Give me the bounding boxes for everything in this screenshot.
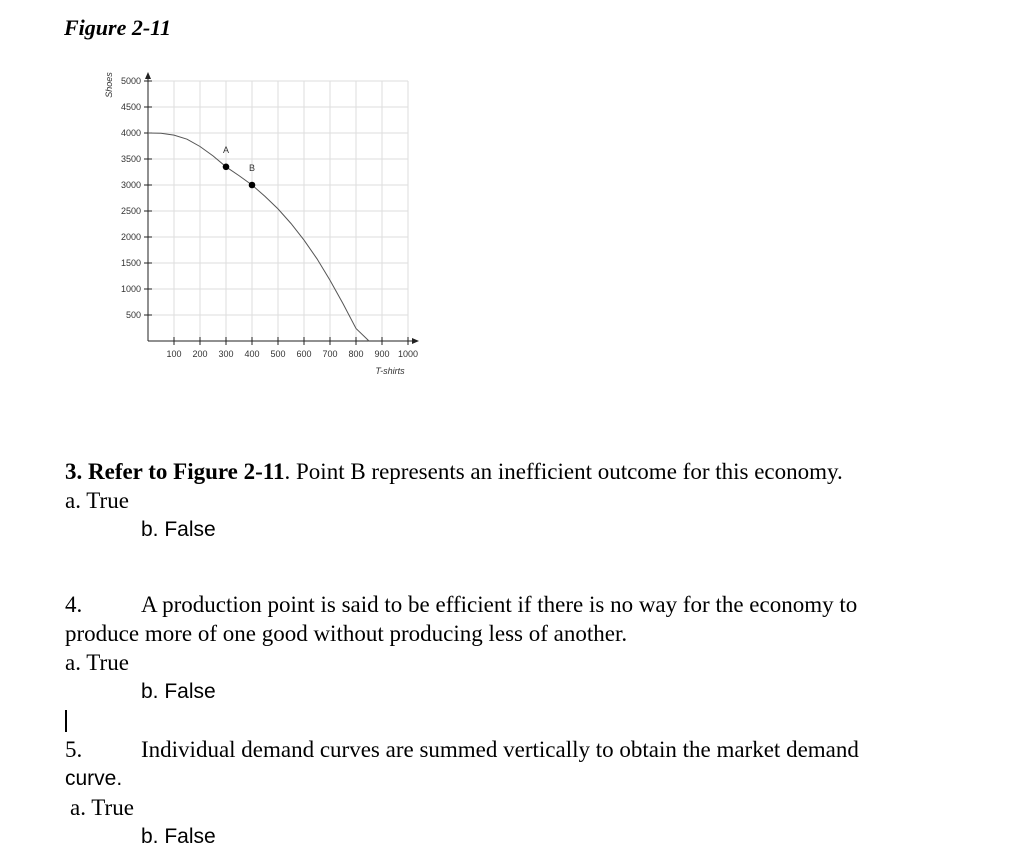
- y-axis-arrow-icon: [145, 72, 151, 79]
- question-3-number: 3.: [65, 459, 83, 484]
- question-5-line2: curve.: [65, 767, 123, 790]
- y-tick-label-0: 500: [125, 310, 141, 320]
- x-tick-label-2: 300: [218, 349, 234, 359]
- x-tick-label-4: 500: [270, 349, 286, 359]
- x-tick-label-7: 800: [348, 349, 364, 359]
- y-tick-label-7: 4000: [120, 128, 141, 138]
- x-axis-arrow-icon: [412, 338, 419, 344]
- question-3-body: . Point B represents an inefficient outcome for this economy.: [284, 459, 843, 484]
- x-tick-label-6: 700: [322, 349, 338, 359]
- question-5-option-b[interactable]: b. False: [141, 825, 216, 848]
- y-tick-label-6: 3500: [120, 154, 141, 164]
- question-4-option-a[interactable]: a. True: [65, 650, 129, 675]
- figure-title: Figure 2-11: [64, 15, 171, 40]
- question-4-line2: produce more of one good without producing less of another.: [65, 621, 628, 646]
- question-4-number: 4.: [65, 592, 83, 617]
- point-label-a: A: [222, 144, 230, 155]
- question-3-text: [65, 458, 843, 486]
- y-tick-label-3: 2000: [120, 232, 141, 242]
- question-3-lead: Refer to Figure 2-11: [88, 459, 285, 484]
- point-a: [223, 164, 230, 171]
- y-tick-label-8: 4500: [120, 102, 141, 112]
- question-5-number: 5.: [65, 737, 83, 762]
- y-tick-label-1: 1000: [120, 284, 141, 294]
- question-5-option-a[interactable]: a. True: [70, 795, 134, 820]
- question-3-option-b[interactable]: b. False: [141, 518, 216, 541]
- text-cursor: [65, 710, 67, 732]
- x-tick-label-9: 1000: [397, 349, 419, 359]
- y-tick-label-9: 5000: [120, 76, 141, 86]
- question-3-option-a[interactable]: a. True: [65, 488, 129, 513]
- question-4-line1: A production point is said to be efficient if there is no way for the economy to: [141, 592, 858, 617]
- x-tick-label-0: 100: [166, 349, 182, 359]
- question-4-option-b[interactable]: b. False: [141, 680, 216, 703]
- question-5-line1: Individual demand curves are summed vertically to obtain the market demand: [141, 737, 859, 762]
- x-tick-label-8: 900: [374, 349, 390, 359]
- x-tick-label-1: 200: [192, 349, 208, 359]
- x-axis-label: T-shirts: [375, 366, 405, 376]
- y-tick-label-5: 3000: [120, 180, 141, 190]
- point-label-b: B: [248, 163, 256, 173]
- y-tick-label-2: 1500: [120, 258, 141, 268]
- point-b: [249, 182, 256, 189]
- x-tick-label-5: 600: [296, 349, 312, 359]
- x-tick-label-3: 400: [244, 349, 260, 359]
- y-tick-label-4: 2500: [120, 206, 141, 216]
- ppf-chart: [90, 62, 420, 392]
- y-axis-label: Shoes: [104, 72, 114, 98]
